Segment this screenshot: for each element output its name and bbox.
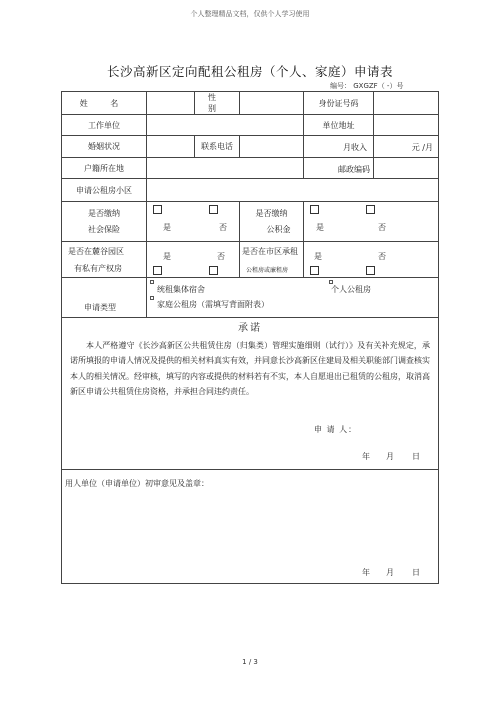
gender-label: 性 别	[195, 92, 240, 115]
luguyuan-property-choice: 是 否	[147, 242, 240, 278]
application-type-label: 申请类型	[62, 278, 147, 318]
pledge-date-day: 日	[412, 452, 420, 461]
work-unit-field[interactable]	[147, 115, 304, 136]
city-rental-choice: 是 否	[304, 242, 439, 278]
fund-yes-checkbox[interactable]	[310, 205, 319, 214]
gender-field[interactable]	[240, 92, 304, 115]
pledge-text: 本人严格遵守《长沙高新区公共租赁住房（归集类）管理实施细则（试行）》及有关补充规定，承诺所填报的申请人情况及提供的相关材料真实有效，并同意长沙高新区住建局及相关职能部门调查核实本人的相关情况。经审核，填写的内容或提供的材料若有不实，本人自愿退出已租赁的公租房，取消高新区申请公共租赁住房资格，并承担合同违约责任。	[70, 341, 431, 396]
application-type-options: 统租集体宿舍 个人公租房 家庭公租房（需填写背面附表）	[147, 278, 439, 318]
monthly-income-field[interactable]	[374, 136, 439, 158]
housing-fund-choice: 是 否	[304, 202, 439, 242]
social-no-checkbox[interactable]	[209, 205, 218, 214]
work-address-label: 单位地址	[304, 115, 374, 136]
social-insurance-label: 是否缴纳 社会保险	[62, 202, 147, 242]
community-label: 申请公租房小区	[62, 179, 147, 202]
review-date-day: 日	[412, 568, 420, 577]
pledge-date-year: 年	[362, 452, 370, 461]
hukou-field[interactable]	[147, 158, 304, 179]
luguyuan-property-label: 是否在麓谷园区 有私有产权房	[62, 242, 147, 278]
type-family-checkbox[interactable]	[150, 296, 154, 300]
type-dorm-checkbox[interactable]	[150, 280, 154, 284]
fund-no-checkbox[interactable]	[366, 205, 375, 214]
review-section[interactable]	[62, 470, 439, 584]
social-yes-checkbox[interactable]	[153, 205, 162, 214]
city-rental-label: 是否在市区承租 公租房或廉租房	[240, 242, 304, 278]
application-form	[61, 91, 439, 584]
review-date-year: 年	[362, 568, 370, 577]
social-insurance-choice: 是 否	[147, 202, 240, 242]
rental-yes-checkbox[interactable]	[310, 266, 319, 275]
form-title: 长沙高新区定向配租公租房（个人、家庭）申请表	[106, 64, 393, 79]
pledge-title: 承诺	[238, 323, 262, 334]
luguyuan-no-checkbox[interactable]	[209, 266, 218, 275]
housing-fund-label: 是否缴纳 公积金	[240, 202, 304, 242]
pledge-date-month: 月	[386, 452, 394, 461]
review-label: 用人单位（申请单位）初审意见及盖章：	[65, 479, 209, 488]
watermark-text: 个人整理精品文档，仅供个人学习使用	[190, 10, 310, 18]
phone-label: 联系电话	[195, 136, 240, 158]
income-unit: 元 /月	[411, 143, 434, 152]
monthly-income-label-cell: 月收入	[304, 136, 374, 158]
hukou-label: 户籍所在地	[62, 158, 147, 179]
phone-field[interactable]	[240, 136, 304, 158]
postcode-label-cell: 邮政编码	[304, 158, 374, 179]
id-number-label: 身份证号码	[304, 92, 374, 115]
page-number: 1 / 3	[242, 658, 258, 666]
marital-status-label: 婚姻状况	[62, 136, 147, 158]
name-field[interactable]	[147, 92, 195, 115]
postcode-field[interactable]	[374, 158, 439, 179]
marital-status-field[interactable]	[147, 136, 195, 158]
work-address-field[interactable]	[374, 115, 439, 136]
id-number-field[interactable]	[374, 92, 439, 115]
rental-no-checkbox[interactable]	[366, 266, 375, 275]
applicant-label: 申 请 人：	[314, 425, 358, 434]
pledge-section	[62, 318, 439, 470]
review-date-month: 月	[386, 568, 394, 577]
form-code: 编号： GXGZF（ -）号	[330, 82, 404, 90]
name-label: 姓 名	[62, 92, 147, 115]
work-unit-label: 工作单位	[62, 115, 147, 136]
community-field[interactable]	[147, 179, 439, 202]
luguyuan-yes-checkbox[interactable]	[153, 266, 162, 275]
